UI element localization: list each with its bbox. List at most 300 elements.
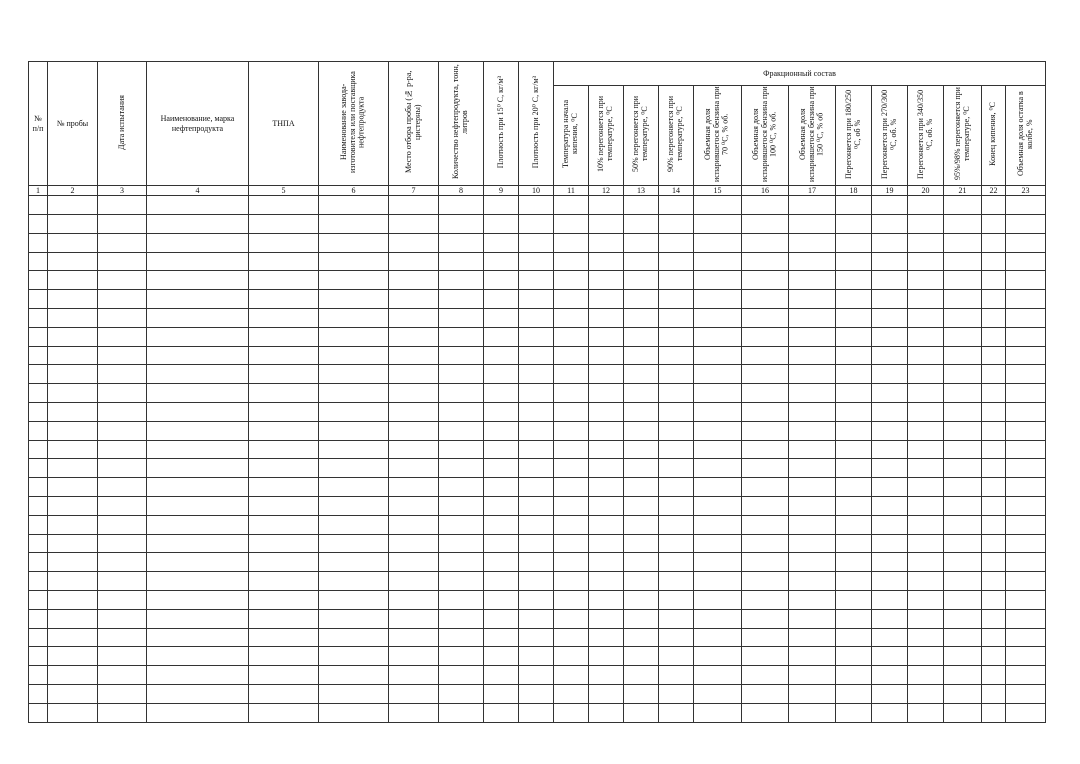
table-cell[interactable] — [519, 308, 554, 327]
table-cell[interactable] — [694, 628, 742, 647]
table-cell[interactable] — [389, 402, 439, 421]
table-cell[interactable] — [944, 666, 982, 685]
table-cell[interactable] — [742, 515, 789, 534]
table-cell[interactable] — [147, 684, 249, 703]
table-cell[interactable] — [624, 196, 659, 215]
table-cell[interactable] — [589, 440, 624, 459]
table-cell[interactable] — [789, 440, 836, 459]
table-cell[interactable] — [1006, 402, 1046, 421]
table-cell[interactable] — [29, 534, 48, 553]
table-cell[interactable] — [249, 214, 319, 233]
table-cell[interactable] — [519, 459, 554, 478]
table-cell[interactable] — [836, 440, 872, 459]
table-cell[interactable] — [48, 572, 98, 591]
table-cell[interactable] — [48, 346, 98, 365]
table-cell[interactable] — [982, 590, 1006, 609]
table-cell[interactable] — [659, 459, 694, 478]
table-cell[interactable] — [694, 647, 742, 666]
table-cell[interactable] — [1006, 365, 1046, 384]
table-cell[interactable] — [484, 478, 519, 497]
table-cell[interactable] — [944, 252, 982, 271]
table-cell[interactable] — [982, 628, 1006, 647]
table-cell[interactable] — [147, 290, 249, 309]
table-cell[interactable] — [389, 384, 439, 403]
table-cell[interactable] — [659, 402, 694, 421]
table-cell[interactable] — [389, 572, 439, 591]
table-cell[interactable] — [389, 252, 439, 271]
table-cell[interactable] — [659, 590, 694, 609]
table-cell[interactable] — [908, 365, 944, 384]
table-cell[interactable] — [982, 478, 1006, 497]
table-cell[interactable] — [554, 590, 589, 609]
table-cell[interactable] — [98, 384, 147, 403]
table-cell[interactable] — [554, 572, 589, 591]
table-cell[interactable] — [147, 346, 249, 365]
table-cell[interactable] — [484, 290, 519, 309]
table-cell[interactable] — [789, 233, 836, 252]
table-cell[interactable] — [484, 346, 519, 365]
table-cell[interactable] — [147, 365, 249, 384]
table-cell[interactable] — [659, 515, 694, 534]
table-cell[interactable] — [1006, 515, 1046, 534]
table-cell[interactable] — [249, 290, 319, 309]
table-cell[interactable] — [319, 703, 389, 722]
table-cell[interactable] — [1006, 327, 1046, 346]
table-cell[interactable] — [484, 271, 519, 290]
table-cell[interactable] — [249, 590, 319, 609]
table-cell[interactable] — [872, 327, 908, 346]
table-cell[interactable] — [944, 609, 982, 628]
table-cell[interactable] — [484, 590, 519, 609]
table-cell[interactable] — [908, 647, 944, 666]
table-cell[interactable] — [1006, 384, 1046, 403]
table-cell[interactable] — [249, 327, 319, 346]
table-cell[interactable] — [836, 290, 872, 309]
table-cell[interactable] — [659, 290, 694, 309]
table-cell[interactable] — [742, 534, 789, 553]
table-cell[interactable] — [982, 196, 1006, 215]
table-cell[interactable] — [319, 628, 389, 647]
table-cell[interactable] — [1006, 233, 1046, 252]
table-cell[interactable] — [1006, 308, 1046, 327]
table-cell[interactable] — [319, 553, 389, 572]
table-cell[interactable] — [319, 271, 389, 290]
table-cell[interactable] — [589, 252, 624, 271]
table-cell[interactable] — [659, 478, 694, 497]
table-cell[interactable] — [439, 196, 484, 215]
table-cell[interactable] — [908, 308, 944, 327]
table-cell[interactable] — [389, 365, 439, 384]
table-cell[interactable] — [29, 421, 48, 440]
table-cell[interactable] — [554, 666, 589, 685]
table-cell[interactable] — [484, 459, 519, 478]
table-cell[interactable] — [1006, 440, 1046, 459]
table-cell[interactable] — [29, 590, 48, 609]
table-cell[interactable] — [29, 271, 48, 290]
table-cell[interactable] — [319, 252, 389, 271]
table-cell[interactable] — [48, 703, 98, 722]
table-cell[interactable] — [624, 534, 659, 553]
table-cell[interactable] — [98, 214, 147, 233]
table-cell[interactable] — [789, 327, 836, 346]
table-cell[interactable] — [624, 308, 659, 327]
table-cell[interactable] — [554, 553, 589, 572]
table-cell[interactable] — [982, 365, 1006, 384]
table-cell[interactable] — [624, 553, 659, 572]
table-cell[interactable] — [836, 214, 872, 233]
table-cell[interactable] — [389, 590, 439, 609]
table-cell[interactable] — [624, 384, 659, 403]
table-cell[interactable] — [659, 647, 694, 666]
table-cell[interactable] — [554, 609, 589, 628]
table-cell[interactable] — [742, 402, 789, 421]
table-cell[interactable] — [554, 327, 589, 346]
table-cell[interactable] — [908, 440, 944, 459]
table-cell[interactable] — [98, 515, 147, 534]
table-cell[interactable] — [484, 553, 519, 572]
table-cell[interactable] — [249, 553, 319, 572]
table-cell[interactable] — [836, 384, 872, 403]
table-cell[interactable] — [836, 609, 872, 628]
table-cell[interactable] — [659, 496, 694, 515]
table-cell[interactable] — [319, 402, 389, 421]
table-cell[interactable] — [872, 478, 908, 497]
table-cell[interactable] — [29, 515, 48, 534]
table-cell[interactable] — [982, 609, 1006, 628]
table-cell[interactable] — [48, 590, 98, 609]
table-cell[interactable] — [389, 684, 439, 703]
table-cell[interactable] — [1006, 609, 1046, 628]
table-cell[interactable] — [439, 421, 484, 440]
table-cell[interactable] — [1006, 572, 1046, 591]
table-cell[interactable] — [624, 290, 659, 309]
table-cell[interactable] — [554, 346, 589, 365]
table-cell[interactable] — [589, 233, 624, 252]
table-cell[interactable] — [249, 440, 319, 459]
table-cell[interactable] — [48, 402, 98, 421]
table-cell[interactable] — [98, 196, 147, 215]
table-cell[interactable] — [908, 666, 944, 685]
table-cell[interactable] — [389, 290, 439, 309]
table-cell[interactable] — [789, 365, 836, 384]
table-cell[interactable] — [742, 271, 789, 290]
table-cell[interactable] — [439, 647, 484, 666]
table-cell[interactable] — [872, 572, 908, 591]
table-cell[interactable] — [389, 647, 439, 666]
table-cell[interactable] — [1006, 496, 1046, 515]
table-cell[interactable] — [694, 327, 742, 346]
table-cell[interactable] — [554, 365, 589, 384]
table-cell[interactable] — [319, 233, 389, 252]
table-cell[interactable] — [944, 346, 982, 365]
table-cell[interactable] — [439, 534, 484, 553]
table-cell[interactable] — [789, 478, 836, 497]
table-cell[interactable] — [48, 327, 98, 346]
table-cell[interactable] — [98, 534, 147, 553]
table-cell[interactable] — [48, 515, 98, 534]
table-cell[interactable] — [789, 515, 836, 534]
table-cell[interactable] — [48, 609, 98, 628]
table-cell[interactable] — [519, 365, 554, 384]
table-cell[interactable] — [982, 402, 1006, 421]
table-cell[interactable] — [589, 684, 624, 703]
table-cell[interactable] — [29, 252, 48, 271]
table-cell[interactable] — [48, 478, 98, 497]
table-cell[interactable] — [789, 496, 836, 515]
table-cell[interactable] — [908, 534, 944, 553]
table-cell[interactable] — [944, 308, 982, 327]
table-cell[interactable] — [147, 666, 249, 685]
table-cell[interactable] — [48, 196, 98, 215]
table-cell[interactable] — [694, 684, 742, 703]
table-cell[interactable] — [29, 703, 48, 722]
table-cell[interactable] — [944, 496, 982, 515]
table-cell[interactable] — [694, 252, 742, 271]
table-cell[interactable] — [29, 196, 48, 215]
table-cell[interactable] — [836, 421, 872, 440]
table-cell[interactable] — [439, 684, 484, 703]
table-cell[interactable] — [48, 534, 98, 553]
table-cell[interactable] — [439, 384, 484, 403]
table-cell[interactable] — [249, 609, 319, 628]
table-cell[interactable] — [789, 252, 836, 271]
table-cell[interactable] — [439, 572, 484, 591]
table-cell[interactable] — [484, 327, 519, 346]
table-cell[interactable] — [789, 290, 836, 309]
table-cell[interactable] — [944, 590, 982, 609]
table-cell[interactable] — [439, 308, 484, 327]
table-cell[interactable] — [554, 647, 589, 666]
table-cell[interactable] — [249, 684, 319, 703]
table-cell[interactable] — [439, 496, 484, 515]
table-cell[interactable] — [872, 609, 908, 628]
table-cell[interactable] — [589, 515, 624, 534]
table-cell[interactable] — [519, 553, 554, 572]
table-cell[interactable] — [319, 459, 389, 478]
table-cell[interactable] — [789, 384, 836, 403]
table-cell[interactable] — [694, 515, 742, 534]
table-cell[interactable] — [982, 684, 1006, 703]
table-cell[interactable] — [694, 534, 742, 553]
table-cell[interactable] — [29, 496, 48, 515]
table-cell[interactable] — [29, 327, 48, 346]
table-cell[interactable] — [319, 346, 389, 365]
table-cell[interactable] — [319, 478, 389, 497]
table-cell[interactable] — [249, 515, 319, 534]
table-cell[interactable] — [944, 440, 982, 459]
table-cell[interactable] — [484, 196, 519, 215]
table-cell[interactable] — [389, 440, 439, 459]
table-cell[interactable] — [589, 534, 624, 553]
table-cell[interactable] — [484, 647, 519, 666]
table-cell[interactable] — [589, 327, 624, 346]
table-cell[interactable] — [519, 647, 554, 666]
table-cell[interactable] — [836, 553, 872, 572]
table-cell[interactable] — [484, 252, 519, 271]
table-cell[interactable] — [908, 233, 944, 252]
table-cell[interactable] — [484, 666, 519, 685]
table-cell[interactable] — [484, 703, 519, 722]
table-cell[interactable] — [29, 684, 48, 703]
table-cell[interactable] — [624, 402, 659, 421]
table-cell[interactable] — [589, 346, 624, 365]
table-cell[interactable] — [624, 666, 659, 685]
table-cell[interactable] — [659, 609, 694, 628]
table-cell[interactable] — [48, 459, 98, 478]
table-cell[interactable] — [519, 214, 554, 233]
table-cell[interactable] — [624, 421, 659, 440]
table-cell[interactable] — [147, 703, 249, 722]
table-cell[interactable] — [944, 647, 982, 666]
table-cell[interactable] — [872, 365, 908, 384]
table-cell[interactable] — [589, 590, 624, 609]
table-cell[interactable] — [147, 478, 249, 497]
table-cell[interactable] — [1006, 290, 1046, 309]
table-cell[interactable] — [319, 214, 389, 233]
table-cell[interactable] — [519, 572, 554, 591]
table-cell[interactable] — [694, 421, 742, 440]
table-cell[interactable] — [147, 459, 249, 478]
table-cell[interactable] — [1006, 684, 1046, 703]
table-cell[interactable] — [872, 214, 908, 233]
table-cell[interactable] — [742, 308, 789, 327]
table-cell[interactable] — [98, 572, 147, 591]
table-cell[interactable] — [589, 214, 624, 233]
table-cell[interactable] — [249, 421, 319, 440]
table-cell[interactable] — [29, 459, 48, 478]
table-cell[interactable] — [836, 233, 872, 252]
table-cell[interactable] — [249, 647, 319, 666]
table-cell[interactable] — [1006, 666, 1046, 685]
table-cell[interactable] — [1006, 647, 1046, 666]
table-cell[interactable] — [836, 271, 872, 290]
table-cell[interactable] — [836, 196, 872, 215]
table-cell[interactable] — [908, 214, 944, 233]
table-cell[interactable] — [982, 327, 1006, 346]
table-cell[interactable] — [439, 459, 484, 478]
table-cell[interactable] — [98, 346, 147, 365]
table-cell[interactable] — [319, 440, 389, 459]
table-cell[interactable] — [519, 590, 554, 609]
table-cell[interactable] — [29, 440, 48, 459]
table-cell[interactable] — [624, 271, 659, 290]
table-cell[interactable] — [944, 327, 982, 346]
table-cell[interactable] — [589, 421, 624, 440]
table-cell[interactable] — [249, 628, 319, 647]
table-cell[interactable] — [319, 290, 389, 309]
table-cell[interactable] — [98, 421, 147, 440]
table-cell[interactable] — [836, 572, 872, 591]
table-cell[interactable] — [249, 308, 319, 327]
table-cell[interactable] — [789, 308, 836, 327]
table-cell[interactable] — [147, 384, 249, 403]
table-cell[interactable] — [624, 496, 659, 515]
table-cell[interactable] — [872, 553, 908, 572]
table-cell[interactable] — [624, 365, 659, 384]
table-cell[interactable] — [789, 572, 836, 591]
table-cell[interactable] — [249, 478, 319, 497]
table-cell[interactable] — [694, 590, 742, 609]
table-cell[interactable] — [484, 609, 519, 628]
table-cell[interactable] — [147, 496, 249, 515]
table-cell[interactable] — [659, 327, 694, 346]
table-cell[interactable] — [98, 590, 147, 609]
table-cell[interactable] — [836, 402, 872, 421]
table-cell[interactable] — [982, 308, 1006, 327]
table-cell[interactable] — [659, 365, 694, 384]
table-cell[interactable] — [742, 346, 789, 365]
table-cell[interactable] — [944, 553, 982, 572]
table-cell[interactable] — [484, 515, 519, 534]
table-cell[interactable] — [439, 590, 484, 609]
table-cell[interactable] — [554, 421, 589, 440]
table-cell[interactable] — [742, 609, 789, 628]
table-cell[interactable] — [519, 703, 554, 722]
table-cell[interactable] — [48, 496, 98, 515]
table-cell[interactable] — [319, 365, 389, 384]
table-cell[interactable] — [742, 233, 789, 252]
table-cell[interactable] — [659, 346, 694, 365]
table-cell[interactable] — [519, 233, 554, 252]
table-cell[interactable] — [944, 703, 982, 722]
table-cell[interactable] — [98, 327, 147, 346]
table-cell[interactable] — [624, 703, 659, 722]
table-cell[interactable] — [742, 252, 789, 271]
table-cell[interactable] — [982, 271, 1006, 290]
table-cell[interactable] — [789, 214, 836, 233]
table-cell[interactable] — [147, 214, 249, 233]
table-cell[interactable] — [872, 515, 908, 534]
table-cell[interactable] — [589, 703, 624, 722]
table-cell[interactable] — [659, 233, 694, 252]
table-cell[interactable] — [147, 421, 249, 440]
table-cell[interactable] — [389, 515, 439, 534]
table-cell[interactable] — [789, 271, 836, 290]
table-cell[interactable] — [872, 666, 908, 685]
table-cell[interactable] — [789, 553, 836, 572]
table-cell[interactable] — [319, 308, 389, 327]
table-cell[interactable] — [872, 496, 908, 515]
table-cell[interactable] — [554, 233, 589, 252]
table-cell[interactable] — [98, 365, 147, 384]
table-cell[interactable] — [484, 214, 519, 233]
table-cell[interactable] — [48, 290, 98, 309]
table-cell[interactable] — [872, 384, 908, 403]
table-cell[interactable] — [836, 478, 872, 497]
table-cell[interactable] — [484, 534, 519, 553]
table-cell[interactable] — [982, 647, 1006, 666]
table-cell[interactable] — [789, 346, 836, 365]
table-cell[interactable] — [439, 703, 484, 722]
table-cell[interactable] — [439, 327, 484, 346]
table-cell[interactable] — [836, 647, 872, 666]
table-cell[interactable] — [29, 402, 48, 421]
table-cell[interactable] — [742, 553, 789, 572]
table-cell[interactable] — [836, 496, 872, 515]
table-cell[interactable] — [48, 271, 98, 290]
table-cell[interactable] — [872, 703, 908, 722]
table-cell[interactable] — [624, 628, 659, 647]
table-cell[interactable] — [944, 534, 982, 553]
table-cell[interactable] — [944, 402, 982, 421]
table-cell[interactable] — [554, 628, 589, 647]
table-cell[interactable] — [694, 478, 742, 497]
table-cell[interactable] — [836, 459, 872, 478]
table-cell[interactable] — [836, 534, 872, 553]
table-cell[interactable] — [944, 572, 982, 591]
table-cell[interactable] — [389, 233, 439, 252]
table-cell[interactable] — [742, 647, 789, 666]
